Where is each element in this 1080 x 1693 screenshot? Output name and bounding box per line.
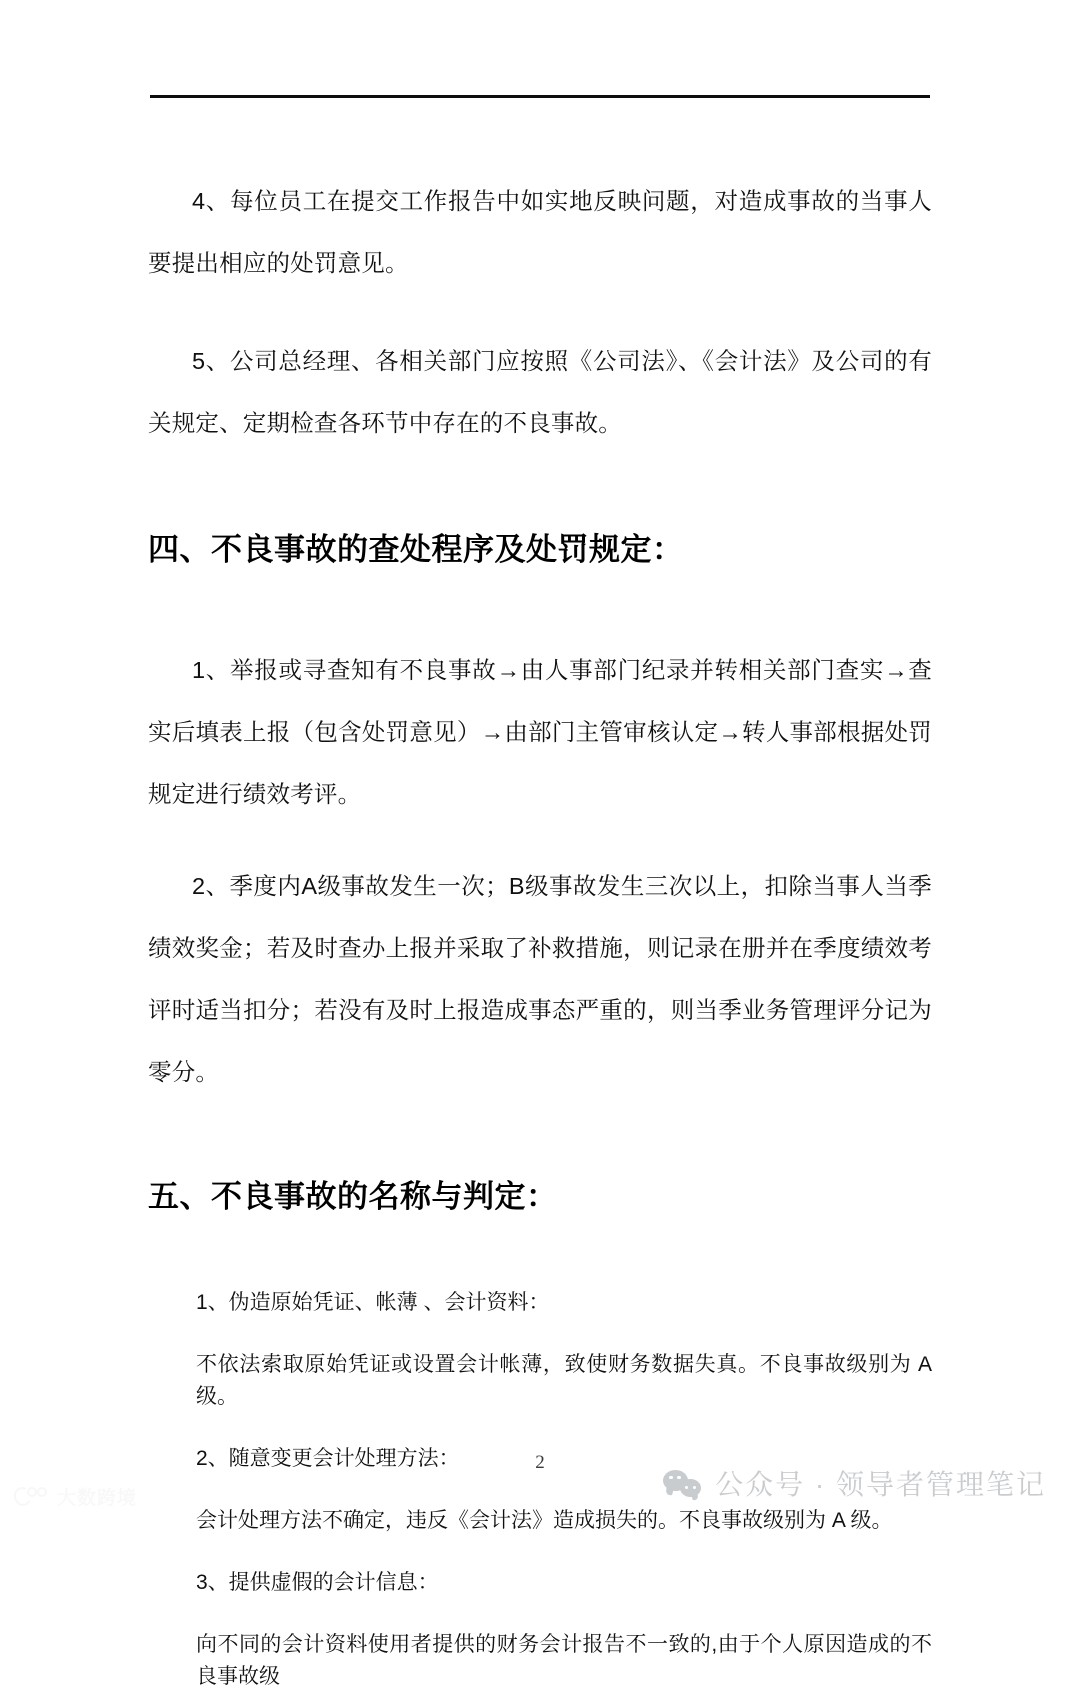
spacer	[148, 454, 932, 500]
section-five-item-1-title: 1、伪造原始凭证、帐薄 、会计资料：	[196, 1290, 550, 1314]
page-number: 2	[535, 1452, 545, 1473]
section-four-item-1: 1、举报或寻查知有不良事故→由人事部门纪录并转相关部门查实→查实后填表上报（包含处罚意见）→由部门主管审核认定→转人事部根据处罚规定进行绩效考评。	[148, 657, 932, 808]
section-five-item-2-title: 2、随意变更会计处理方法：	[196, 1446, 460, 1470]
paragraph-item-5: 5、公司总经理、各相关部门应按照《公司法》、《会计法》及公司的有关规定、定期检查各环节中存在的不良事故。	[148, 348, 932, 436]
paragraph-item-4: 4、每位员工在提交工作报告中如实地反映问题，对造成事故的当事人要提出相应的处罚意见。	[148, 188, 932, 276]
spacer	[148, 294, 932, 330]
spacer	[148, 1599, 932, 1629]
wechat-account-label: 公众号 · 领导者管理笔记	[715, 1469, 1046, 1500]
wechat-icon	[663, 1468, 701, 1498]
watermark-label: 大数跨境	[57, 1488, 138, 1509]
wechat-attribution	[663, 1463, 1046, 1503]
spacer	[148, 1247, 932, 1287]
section-four-item-2: 2、季度内A级事故发生一次；B级事故发生三次以上，扣除当事人当季绩效奖金；若及时查办上报并采取了补救措施，则记录在册并在季度绩效考评时适当扣分；若没有及时上报造成事态严重的，则当季业务管理评分记为零分。	[148, 873, 932, 1086]
section-five-item-2-description: 会计处理方法不确定，违反《会计法》造成损失的。不良事故级别为 A 级。	[196, 1508, 893, 1532]
spacer	[148, 1103, 932, 1147]
site-watermark	[14, 1483, 137, 1510]
section-heading-four: 四、不良事故的查处程序及处罚规定：	[148, 531, 684, 567]
watermark-logo-icon	[14, 1487, 48, 1507]
spacer	[148, 825, 932, 855]
spacer	[148, 1413, 932, 1443]
spacer	[148, 1319, 932, 1349]
section-five-item-1-description: 不依法索取原始凭证或设置会计帐薄，致使财务数据失真。不良事故级别为 A 级。	[196, 1352, 932, 1408]
section-heading-five: 五、不良事故的名称与判定：	[148, 1179, 558, 1215]
section-five-item-3-title: 3、提供虚假的会计信息：	[196, 1570, 439, 1594]
header-rule	[150, 95, 930, 98]
spacer	[148, 1537, 932, 1567]
spacer	[148, 599, 932, 639]
section-five-item-3-description: 向不同的会计资料使用者提供的财务会计报告不一致的,由于个人原因造成的不良事故级	[196, 1632, 932, 1688]
